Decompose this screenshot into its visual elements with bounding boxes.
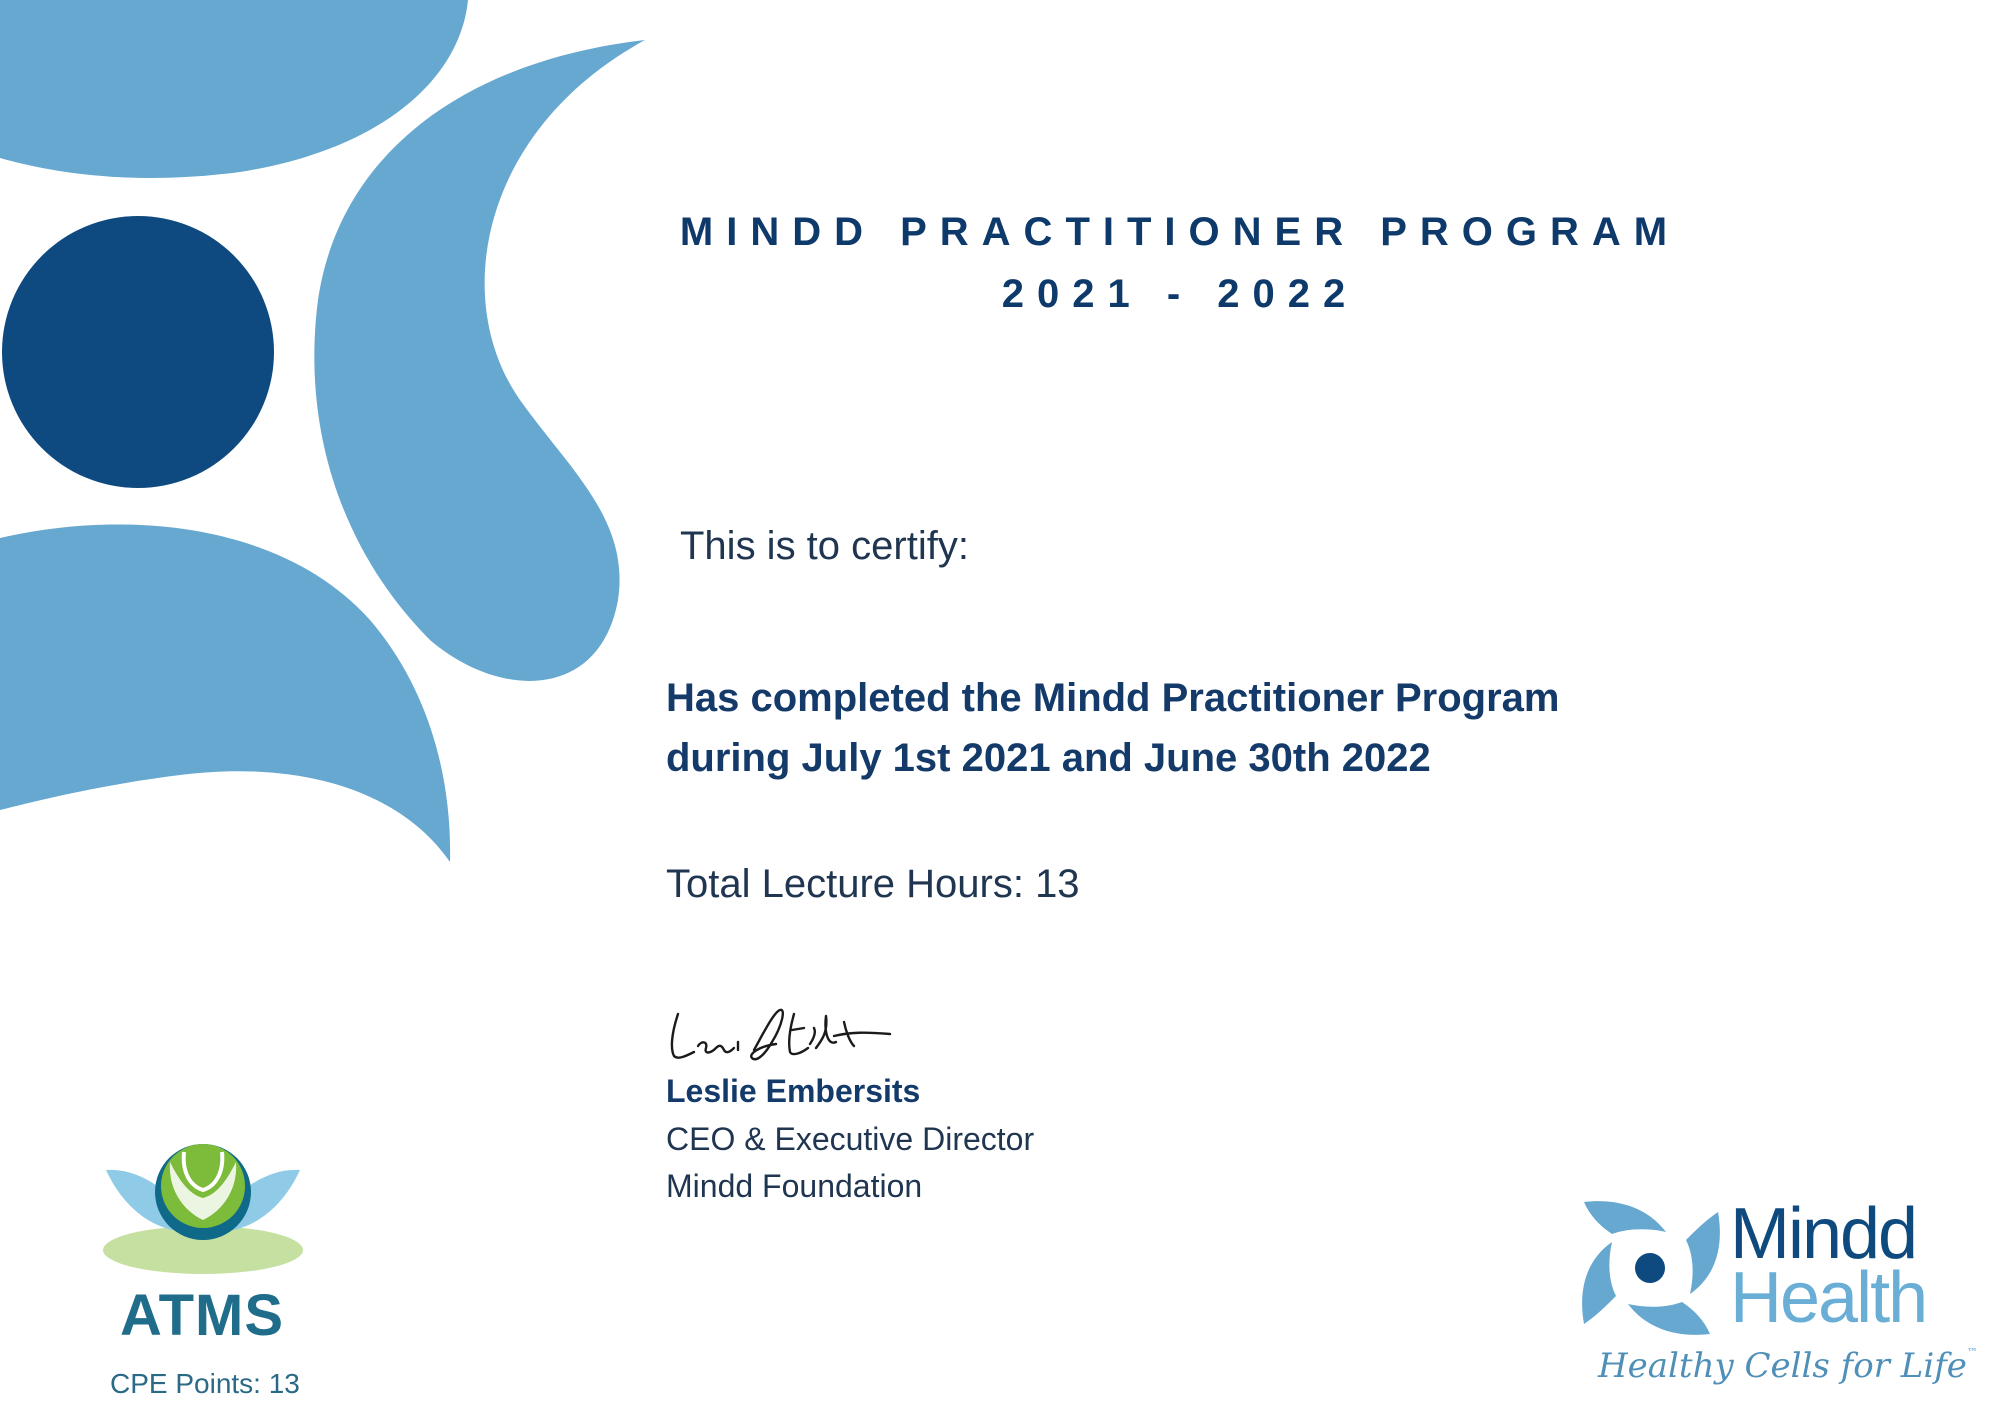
signatory-title: CEO & Executive Director bbox=[666, 1121, 1035, 1157]
center-dot bbox=[2, 216, 274, 488]
lecture-hours: Total Lecture Hours: 13 bbox=[666, 862, 1080, 906]
decorative-petal-graphic bbox=[0, 0, 700, 880]
cpe-points: CPE Points: 13 bbox=[110, 1368, 300, 1399]
health-logo-word: Health bbox=[1730, 1258, 1927, 1338]
atms-lotus-logo-icon bbox=[98, 1138, 308, 1278]
signature-image bbox=[664, 1002, 896, 1064]
mindd-health-logo-icon bbox=[1578, 1198, 1724, 1338]
certificate-years: 2021 - 2022 bbox=[1001, 272, 1359, 316]
certificate-title: MINDD PRACTITIONER PROGRAM bbox=[679, 210, 1681, 254]
tagline-text: Healthy Cells for Life bbox=[1598, 1346, 1967, 1386]
certify-text: This is to certify: bbox=[680, 524, 969, 568]
atms-logo-text: ATMS bbox=[120, 1283, 285, 1348]
completion-statement-line2: during July 1st 2021 and June 30th 2022 bbox=[666, 736, 1431, 780]
right-petal bbox=[314, 40, 645, 681]
mindd-tagline bbox=[1598, 1346, 1978, 1386]
signatory-organization: Mindd Foundation bbox=[666, 1168, 923, 1204]
completion-statement-line1: Has completed the Mindd Practitioner Program bbox=[666, 676, 1560, 720]
trademark-symbol: ™ bbox=[1966, 1346, 1978, 1359]
signatory-name: Leslie Embersits bbox=[666, 1073, 921, 1109]
mindd-logo-word: Mindd bbox=[1730, 1194, 1917, 1274]
